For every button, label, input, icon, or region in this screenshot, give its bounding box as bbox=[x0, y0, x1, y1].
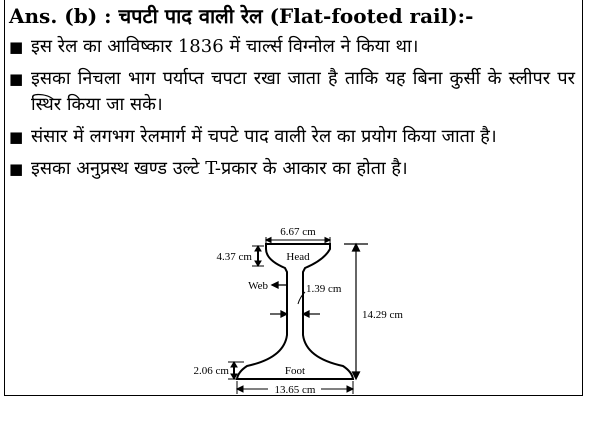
head-depth-dimension bbox=[252, 246, 264, 266]
square-bullet-icon: ■ bbox=[9, 38, 24, 56]
bullet-text: इसका अनुप्रस्थ खण्ड उल्टे T-प्रकार के आकार का होता है। bbox=[31, 158, 408, 179]
foot-depth-label: 2.06 cm bbox=[193, 365, 229, 377]
head-label: Head bbox=[286, 251, 310, 263]
answer-title: Ans. (b) : चपटी पाद वाली रेल (Flat-footed rail):- bbox=[9, 4, 474, 28]
bullet-text: इसका निचला भाग पर्याप्त चपटा रखा जाता है ताकि यह बिना कुर्सी के स्लीपर पर स्थिर किया जा सके। bbox=[31, 68, 575, 115]
web-thickness-dimension bbox=[270, 292, 320, 317]
rail-profile bbox=[237, 244, 353, 379]
web-thickness-label: 1.39 cm bbox=[306, 283, 342, 295]
head-width-label: 6.67 cm bbox=[280, 226, 316, 238]
square-bullet-icon: ■ bbox=[9, 128, 24, 146]
square-bullet-icon: ■ bbox=[9, 70, 24, 88]
foot-label: Foot bbox=[284, 365, 306, 377]
bullet-text: संसार में लगभग रेलमार्ग में चपटे पाद वाली रेल का प्रयोग किया जाता है। bbox=[31, 126, 497, 147]
head-depth-label: 4.37 cm bbox=[216, 251, 252, 263]
square-bullet-icon: ■ bbox=[9, 160, 24, 178]
web-arrow bbox=[272, 282, 287, 288]
web-label: Web bbox=[248, 280, 268, 292]
foot-width-label: 13.65 cm bbox=[274, 384, 316, 396]
bullet-text: इस रेल का आविष्कार 1836 में चार्ल्स विग्नोल ने किया था। bbox=[31, 36, 419, 57]
total-height-label: 14.29 cm bbox=[362, 309, 403, 321]
